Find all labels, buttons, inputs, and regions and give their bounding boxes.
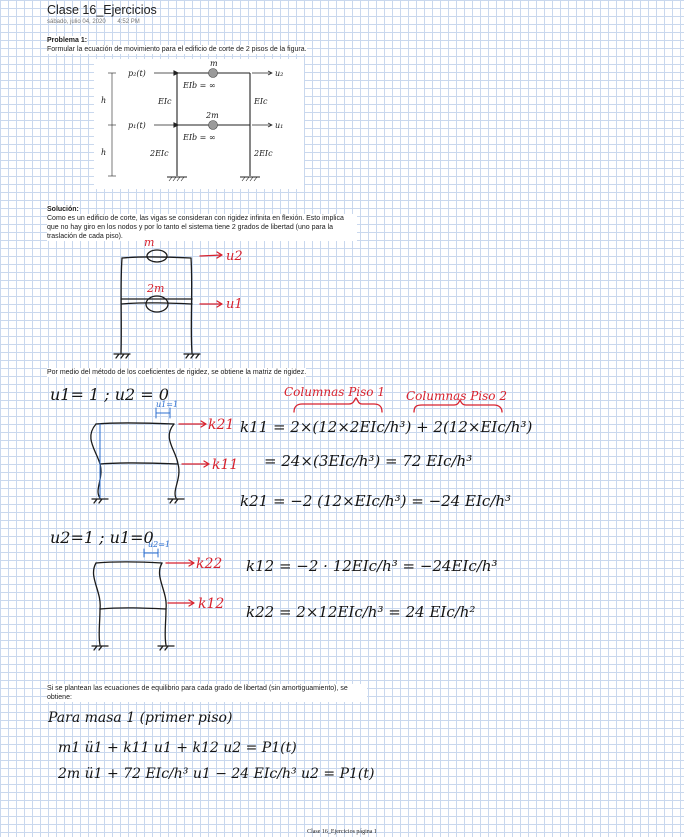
case1-title: u1= 1 ; u2 = 0 — [50, 385, 169, 404]
k22-line: k22 = 2×12EIc/h³ = 24 EIc/h² — [246, 603, 476, 621]
label-h-bottom: h — [101, 148, 107, 157]
problem-statement: Formular la ecuación de movimiento para el edificio de corte de 2 pisos de la figura. — [47, 46, 307, 53]
mass-bottom-icon — [209, 121, 218, 130]
k12-line: k12 = −2 · 12EIc/h³ = −24EIc/h³ — [246, 557, 498, 575]
equation-2: 2m ü1 + 72 EIc/h³ u1 − 24 EIc/h³ u2 = P1(t) — [58, 766, 375, 782]
solution-heading: Solución: — [47, 206, 79, 213]
frame-diagram — [94, 59, 304, 189]
k11-line2: = 24×(3EIc/h³) = 72 EIc/h³ — [264, 452, 473, 470]
equilibrium-label: Para masa 1 (primer piso) — [48, 710, 233, 726]
case2-disp: u2=1 — [148, 540, 171, 549]
case1-k11: k11 — [212, 457, 239, 473]
label-p2: p₂(t) — [128, 69, 146, 78]
case2-k12: k12 — [198, 596, 225, 612]
equilibrium-handwriting — [44, 700, 644, 790]
k21-line: k21 = −2 (12×EIc/h³) = −24 EIc/h³ — [240, 492, 512, 510]
page-title: Clase 16_Ejercicios — [47, 3, 157, 17]
label-piso1: Columnas Piso 1 — [284, 385, 385, 399]
mass-top-icon — [209, 69, 218, 78]
equation-1: m1 ü1 + k11 u1 + k12 u2 = P1(t) — [58, 740, 297, 756]
label-col-bottom-right: 2EIc — [254, 149, 273, 158]
label-eib-top: EIb = ∞ — [183, 81, 216, 90]
sketch-m-top: m — [144, 236, 155, 249]
shear-building-sketch — [110, 236, 290, 360]
sketch-u1: u1 — [226, 297, 243, 312]
label-col-top-left: EIc — [158, 97, 172, 106]
label-piso2: Columnas Piso 2 — [406, 389, 507, 403]
case1-k21: k21 — [208, 417, 235, 433]
label-m-bottom: 2m — [206, 111, 219, 120]
case2-title: u2=1 ; u1=0 — [50, 528, 154, 547]
label-col-top-right: EIc — [254, 97, 268, 106]
label-eib-bottom: EIb = ∞ — [183, 133, 216, 142]
label-m-top: m — [210, 59, 218, 68]
label-p1: p₁(t) — [128, 121, 146, 130]
equilibrium-intro: Si se plantean las ecuaciones de equilibrio para cada grado de libertad (sin amortiguamiento), se obtiene: — [47, 684, 367, 702]
problem-heading: Problema 1: — [47, 37, 88, 44]
label-h-top: h — [101, 96, 107, 105]
sketch-mass-top-icon — [147, 250, 167, 262]
page-footer: Clase 16_Ejercicios página 1 — [307, 829, 377, 835]
k11-line1: k11 = 2×(12×2EIc/h³) + 2(12×EIc/h³) — [240, 418, 533, 436]
label-u2: u₂ — [275, 69, 284, 78]
solution-text: Como es un edificio de corte, las vigas se consideran con rigidez infinita en flexión. Esto implica que no hay giro en los nodos y por lo tanto el sistema tiene 2 grados de libertad (uno para la traslación de cada piso). — [47, 214, 357, 241]
case2-handwriting — [44, 525, 644, 655]
case1-handwriting — [44, 378, 644, 523]
page-time: 4:52 PM — [117, 19, 140, 25]
frame-figure — [94, 59, 304, 189]
label-u1: u₁ — [275, 121, 284, 130]
page-date: sábado, julio 04, 2020 — [47, 19, 106, 25]
label-col-bottom-left: 2EIc — [150, 149, 169, 158]
sketch-u2: u2 — [226, 249, 243, 264]
stiffness-intro: Por medio del método de los coeficientes de rigidez, se obtiene la matriz de rigidez. — [47, 369, 307, 376]
case2-k22: k22 — [196, 556, 223, 572]
sketch-m-bottom: 2m — [147, 282, 165, 295]
case1-disp: u1=1 — [156, 400, 179, 409]
page-timestamp — [47, 19, 150, 25]
